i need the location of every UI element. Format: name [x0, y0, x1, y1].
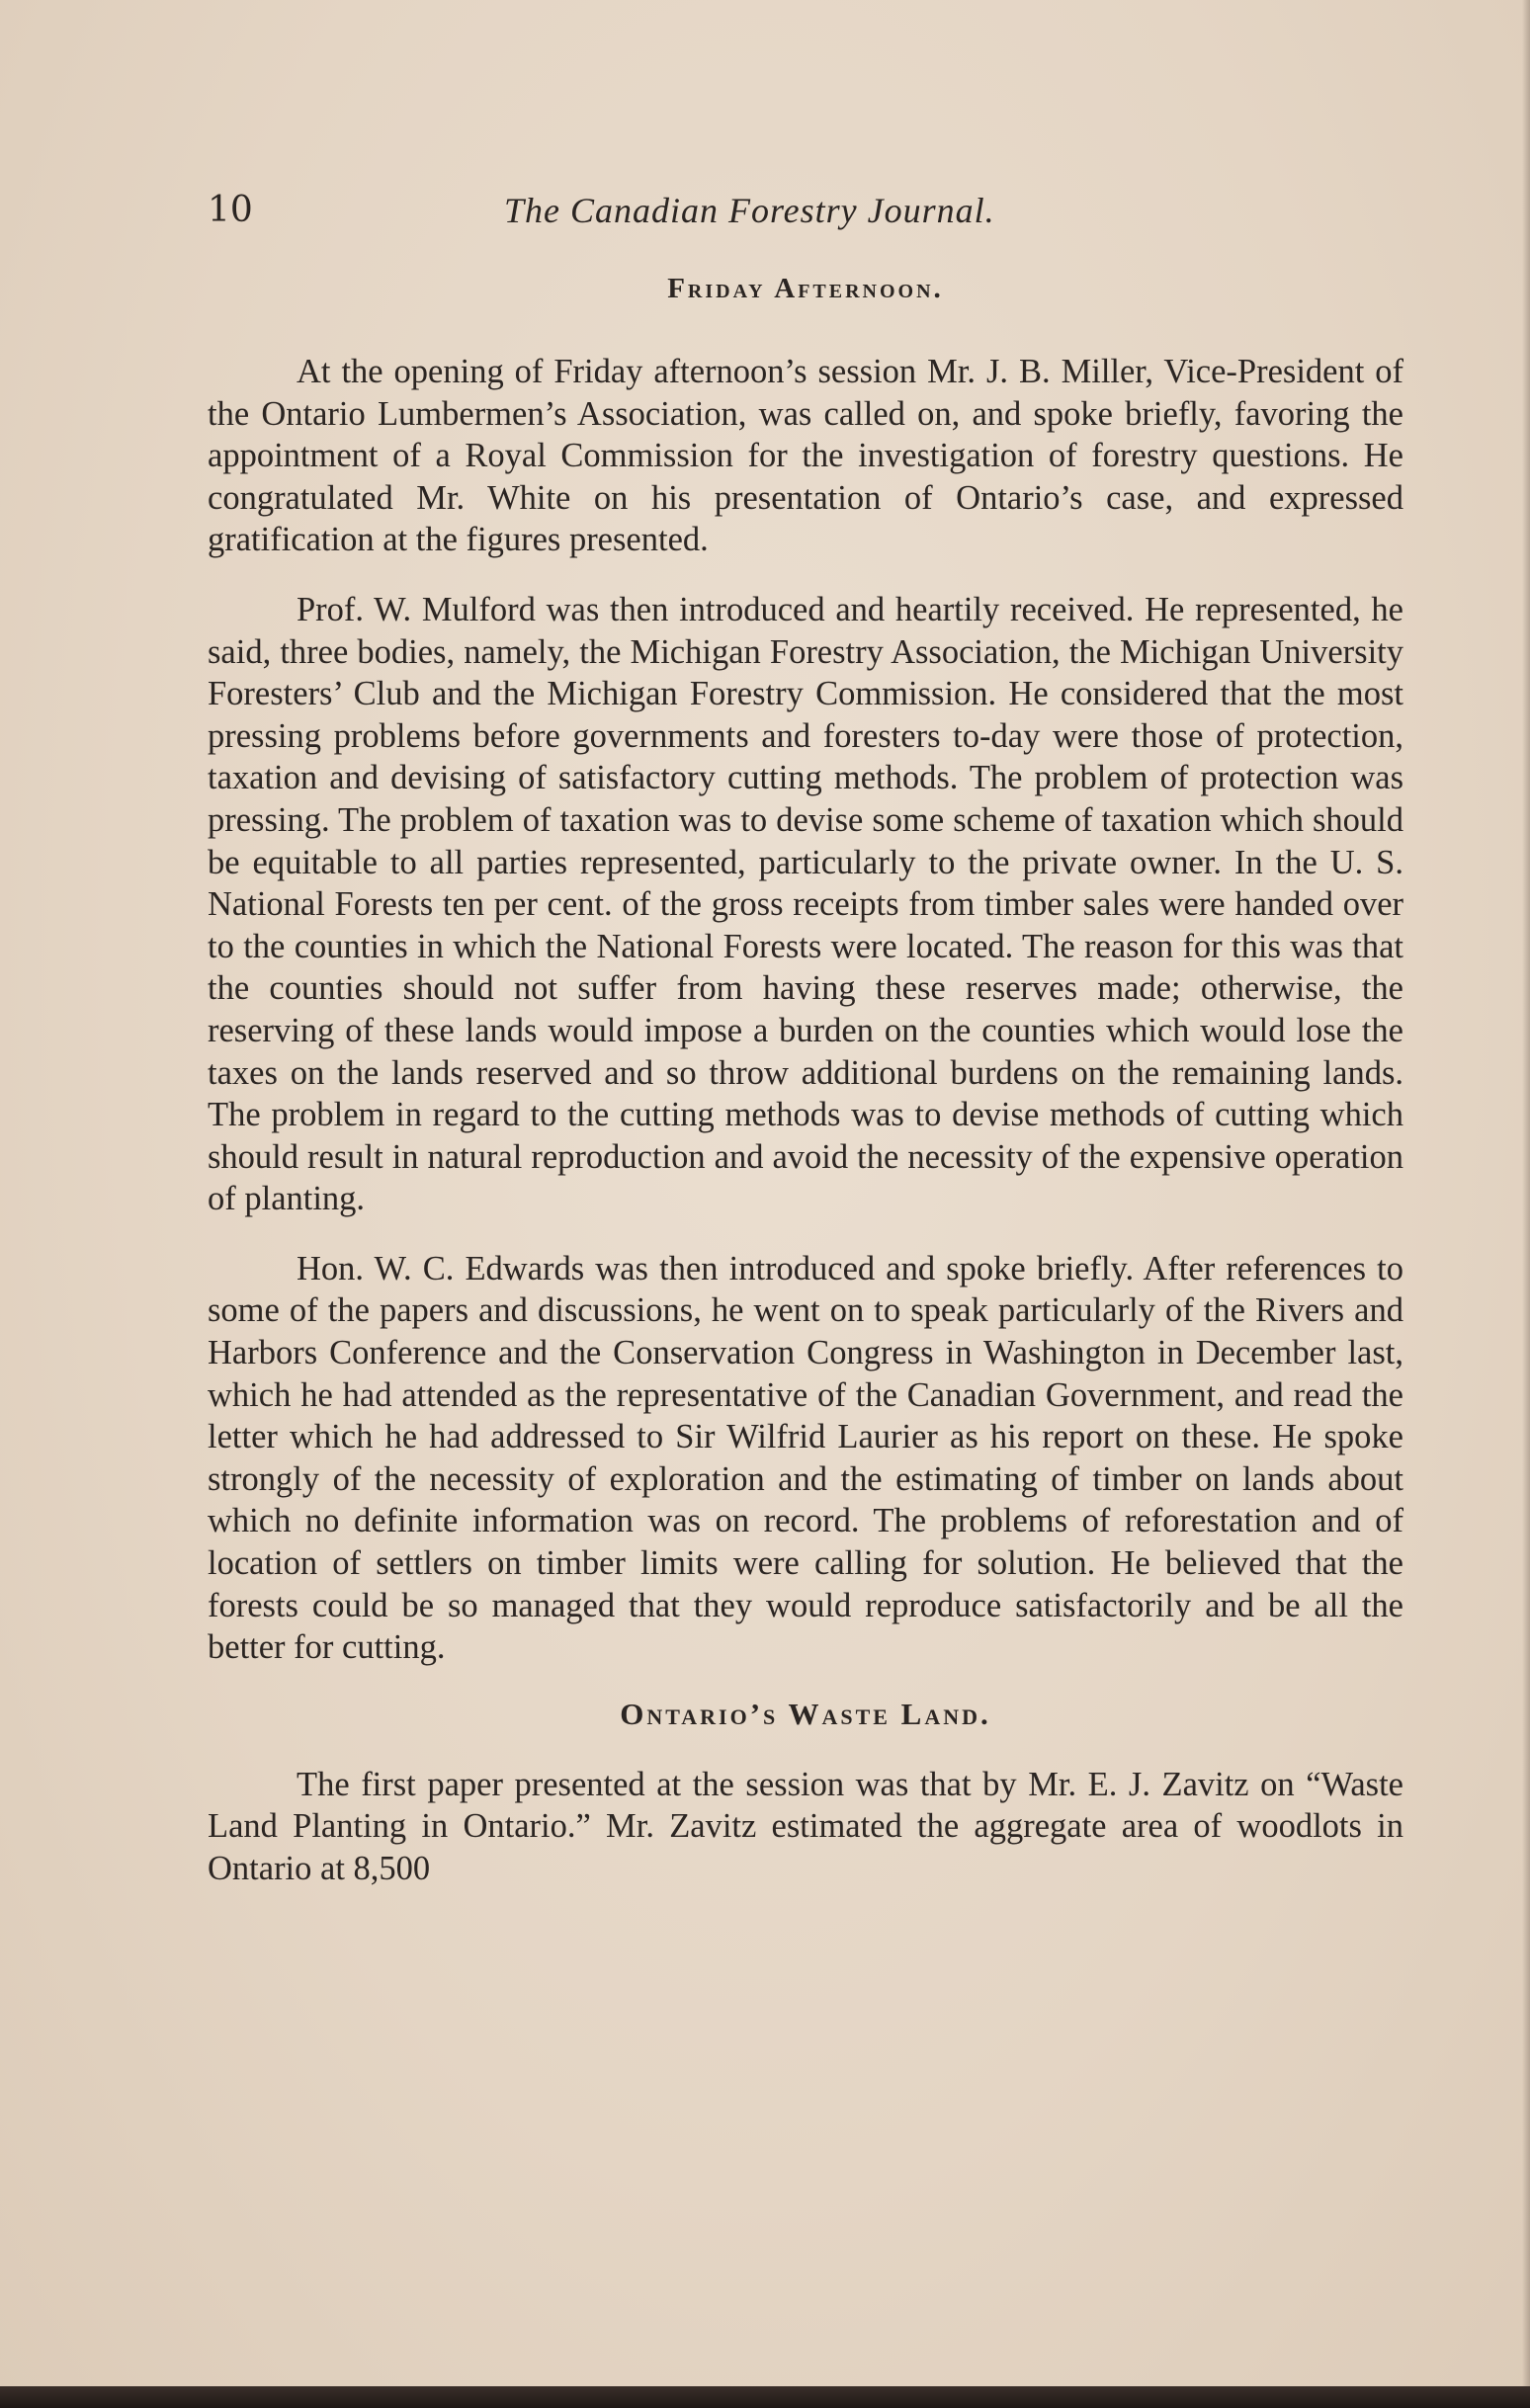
page-bottom-edge — [0, 2386, 1530, 2408]
page-header — [208, 190, 1403, 249]
journal-title: The Canadian Forestry Journal. — [504, 191, 995, 230]
section-heading-waste-land: Ontario’s Waste Land. — [620, 1696, 991, 1731]
page-number: 10 — [208, 190, 253, 230]
page-edge-shadow — [1522, 0, 1530, 2408]
section-heading-friday-afternoon: Friday Afternoon. — [667, 273, 944, 304]
paragraph-edwards: Hon. W. C. Edwards was then introduced and spoke briefly. After references to some of the papers and discussions, he went on to speak particularly of the Rivers and Harbors Conference and the Conservation Congress in Washington in December last, which he had attended as the representative of the Canadian Government, and read the letter which he had addressed to Sir Wilfrid Laurier as his report on these. He spoke strongly of the necessity of exploration and the estimating of timber on lands about which no definite information was on record. The problems of reforestation and of location of settlers on timber limits were calling for solution. He believed that the forests could be so managed that they would reproduce satisfactorily and be all the better for cutting. — [208, 1249, 1403, 1667]
paragraph-mulford: Prof. W. Mulford was then introduced and heartily received. He represented, he said, three bodies, namely, the Michigan Forestry Association, the Michigan University Foresters’ Club and the Michigan Forestry Commission. He considered that the most pressing problems before governments and foresters to-day were those of protection, taxation and devising of satisfactory cutting methods. The problem of protection was pressing. The problem of taxation was to devise some scheme of taxation which should be equitable to all parties represented, particularly to the private owner. In the U. S. National Forests ten per cent. of the gross receipts from timber sales were handed over to the counties in which the National Forests were located. The reason for this was that the counties should not suffer from having these reserves made; otherwise, the reserving of these lands would impose a burden on the counties which would lose the taxes on the lands reserved and so throw additional burdens on the remaining lands. The problem in regard to the cutting methods was to devise methods of cutting which should result in natural reproduction and avoid the necessity of the expensive operation of planting. — [208, 590, 1403, 1218]
article-body — [208, 273, 1403, 1918]
paragraph-zavitz: The first paper presented at the session was that by Mr. E. J. Zavitz on “Waste Land Planting in Ontario.” Mr. Zavitz estimated the aggregate area of woodlots in Ontario at 8,500 — [208, 1765, 1403, 1887]
paragraph-miller: At the opening of Friday afternoon’s session Mr. J. B. Miller, Vice-President of the Ontario Lumbermen’s Association, was called on, and spoke briefly, favoring the appointment of a Royal Commission for the investigation of forestry questions. He congratulated Mr. White on his presentation of Ontario’s case, and expressed gratification at the figures presented. — [208, 353, 1403, 559]
